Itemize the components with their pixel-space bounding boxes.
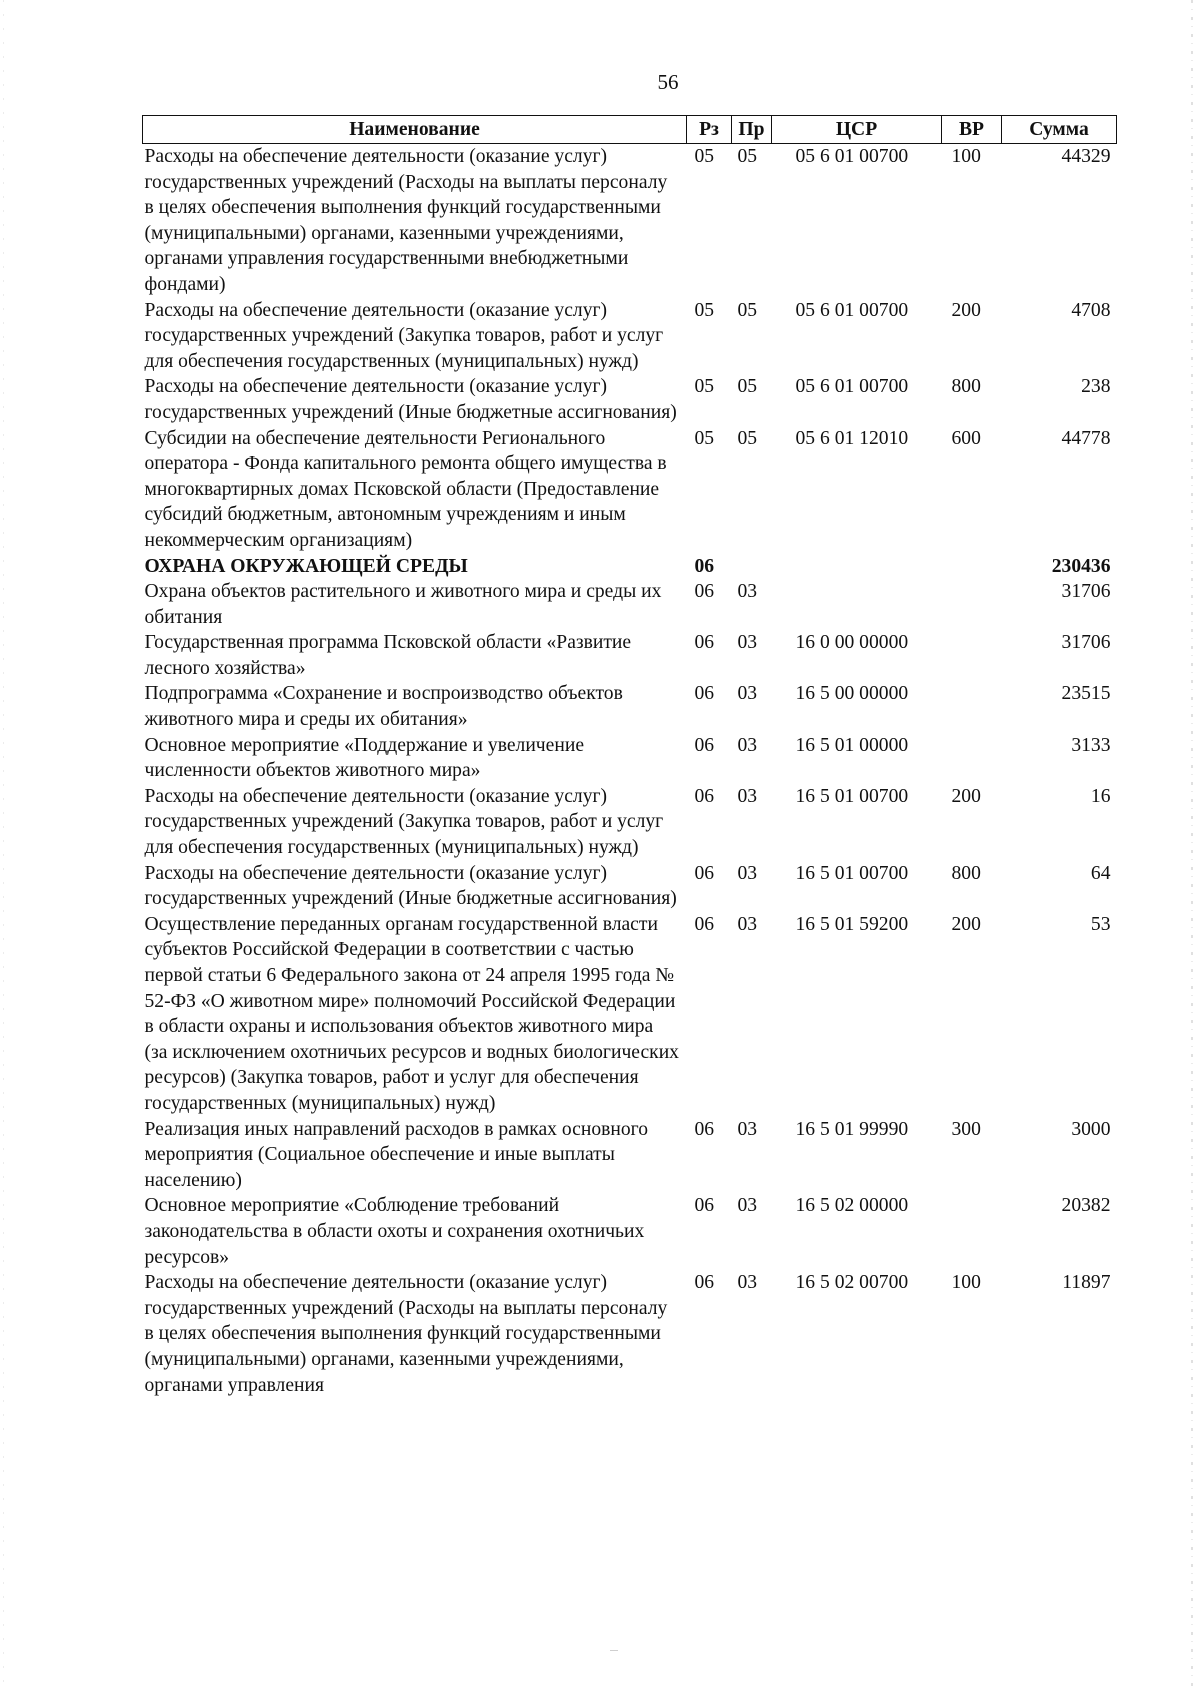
row-vr [942,579,1002,630]
row-rz: 06 [694,862,715,884]
row-csr: 16 0 00 00000 [795,632,909,654]
row-name: Реализация иных направлений расходов в рамках основного мероприятия (Социальное обеспечение и иные выплаты населению) [144,1118,649,1191]
row-pr: 05 [737,299,758,321]
row-csr: 16 5 01 00700 [795,862,909,884]
row-pr: 03 [737,785,758,807]
row-name: Подпрограмма «Сохранение и воспроизводство объектов животного мира и среды их обитания» [144,683,623,731]
header-name: Наименование [143,116,687,144]
table-row [143,1270,1117,1398]
row-vr: 300 [951,1118,981,1140]
row-pr: 03 [737,581,758,603]
row-sum: 3000 [1071,1118,1111,1140]
row-vr: 100 [951,146,981,167]
row-csr: 16 5 02 00000 [795,1195,909,1217]
row-csr: 16 5 02 00700 [795,1272,909,1294]
row-sum: 20382 [1061,1195,1111,1217]
row-sum: 3133 [1071,734,1111,756]
row-name: Основное мероприятие «Соблюдение требований законодательства в области охоты и сохранения охотничьих ресурсов» [144,1195,645,1268]
row-rz: 06 [694,1272,715,1294]
table-row [143,784,1117,861]
row-name: Расходы на обеспечение деятельности (оказание услуг) государственных учреждений (Закупка товаров, работ и услуг для обеспечения государственных (муниципальных) нужд) [144,299,664,372]
row-sum: 11897 [1062,1272,1111,1294]
row-pr [732,554,772,580]
row-rz: 05 [694,427,715,449]
row-name: Основное мероприятие «Поддержание и увеличение численности объектов животного мира» [144,734,585,782]
table-row [143,144,1117,298]
table-row [143,681,1117,732]
row-sum: 16 [1090,785,1111,807]
header-sum: Сумма [1002,116,1117,144]
row-csr: 16 5 01 59200 [795,913,909,935]
row-sum: 238 [1081,376,1111,398]
section-total: 230436 [1051,555,1111,577]
row-sum: 53 [1090,913,1111,935]
row-sum: 64 [1090,862,1111,884]
row-csr: 05 6 01 00700 [795,146,909,167]
row-rz: 05 [694,299,715,321]
row-pr: 03 [737,632,758,654]
table-row [143,733,1117,784]
row-sum: 44778 [1061,427,1111,449]
row-sum: 4708 [1071,299,1111,321]
row-pr: 03 [737,862,758,884]
page-number: 56 [657,70,679,94]
row-name: Расходы на обеспечение деятельности (оказание услуг) государственных учреждений (Иные бюджетные ассигнования) [144,376,677,423]
row-pr: 05 [737,376,758,398]
row-vr: 100 [951,1272,981,1294]
row-vr: 200 [951,299,981,321]
row-pr: 03 [737,1272,758,1294]
row-name: Расходы на обеспечение деятельности (оказание услуг) государственных учреждений (Иные бюджетные ассигнования) [144,862,677,910]
row-rz: 06 [694,1195,715,1217]
row-rz: 06 [694,1118,715,1140]
row-csr: 05 6 01 00700 [795,299,909,321]
header-vr: ВР [942,116,1002,144]
section-heading-row [143,554,1117,580]
row-vr: 800 [951,862,981,884]
row-rz: 05 [694,376,715,398]
header-rz: Рз [687,116,732,144]
row-rz: 05 [694,146,715,167]
row-rz: 06 [694,632,715,654]
row-pr: 05 [737,146,758,167]
row-pr: 03 [737,1195,758,1217]
table-row [143,1193,1117,1270]
budget-table [142,115,1117,1398]
row-name: Расходы на обеспечение деятельности (оказание услуг) государственных учреждений (Закупка товаров, работ и услуг для обеспечения государственных (муниципальных) нужд) [144,785,664,859]
row-vr [942,630,1002,681]
row-csr [772,579,942,630]
section-heading: ОХРАНА ОКРУЖАЮЩЕЙ СРЕДЫ [144,555,468,577]
row-vr [942,1193,1002,1270]
table-row [143,374,1117,425]
row-vr [942,733,1002,784]
header-pr: Пр [732,116,772,144]
table-header-row [143,116,1117,144]
row-name: Государственная программа Псковской области «Развитие лесного хозяйства» [144,632,632,679]
row-csr [772,554,942,580]
row-vr [942,554,1002,580]
row-name: Охрана объектов растительного и животного мира и среды их обитания [144,581,662,628]
table-row [143,630,1117,681]
table-row [143,579,1117,630]
row-sum: 44329 [1061,146,1111,167]
header-csr: ЦСР [772,116,942,144]
row-pr: 03 [737,1118,758,1140]
row-pr: 03 [737,734,758,756]
row-vr: 800 [951,376,981,398]
row-vr: 600 [951,427,981,449]
table-row [143,426,1117,554]
row-sum: 31706 [1061,581,1111,603]
table-row [143,1117,1117,1194]
row-pr: 03 [737,683,758,705]
table-row [143,912,1117,1117]
row-pr: 03 [737,913,758,935]
row-csr: 16 5 01 00000 [795,734,909,756]
row-rz: 06 [694,555,715,577]
row-vr: 200 [951,785,981,807]
row-csr: 05 6 01 12010 [795,427,909,449]
scan-artifact [610,1650,618,1651]
row-sum: 31706 [1061,632,1111,654]
row-sum: 23515 [1061,683,1111,705]
row-csr: 16 5 00 00000 [795,683,909,705]
row-name: Расходы на обеспечение деятельности (оказание услуг) государственных учреждений (Расходы на выплаты персоналу в целях обеспечения выполнения функций государственными (муниципальными) органами, казенными учреждениями, органами управления государственными внебюджетными фондами) [144,146,668,295]
row-rz: 06 [694,581,715,603]
row-name: Осуществление переданных органам государственной власти субъектов Российской Федерации в соответствии с частью первой статьи 6 Федерального закона от 24 апреля 1995 года № 52-ФЗ «О животном мире» полномочий Российской Федерации в области охраны и использования объектов животного мира (за исключением охотничьих ресурсов и водных биологических ресурсов) (Закупка товаров, работ и услуг для обеспечения государственных (муниципальных) нужд) [144,913,679,1114]
table-row [143,298,1117,375]
row-vr: 200 [951,913,981,935]
row-rz: 06 [694,913,715,935]
row-rz: 06 [694,683,715,705]
row-name: Расходы на обеспечение деятельности (оказание услуг) государственных учреждений (Расходы на выплаты персоналу в целях обеспечения выполнения функций государственными (муниципальными) органами, казенными учреждениями, органами управления [144,1272,668,1396]
row-pr: 05 [737,427,758,449]
table-row [143,861,1117,912]
row-rz: 06 [694,785,715,807]
row-rz: 06 [694,734,715,756]
scan-edge-left [3,0,4,1686]
row-csr: 05 6 01 00700 [795,376,909,398]
row-vr [942,681,1002,732]
row-csr: 16 5 01 00700 [795,785,909,807]
row-name: Субсидии на обеспечение деятельности Регионального оператора - Фонда капитального ремонта общего имущества в многоквартирных домах Псковской области (Предоставление субсидий бюджетным, автономным учреждениям и иным некоммерческим организациям) [144,427,667,551]
row-csr: 16 5 01 99990 [795,1118,909,1140]
scan-edge-right [1191,0,1193,1686]
